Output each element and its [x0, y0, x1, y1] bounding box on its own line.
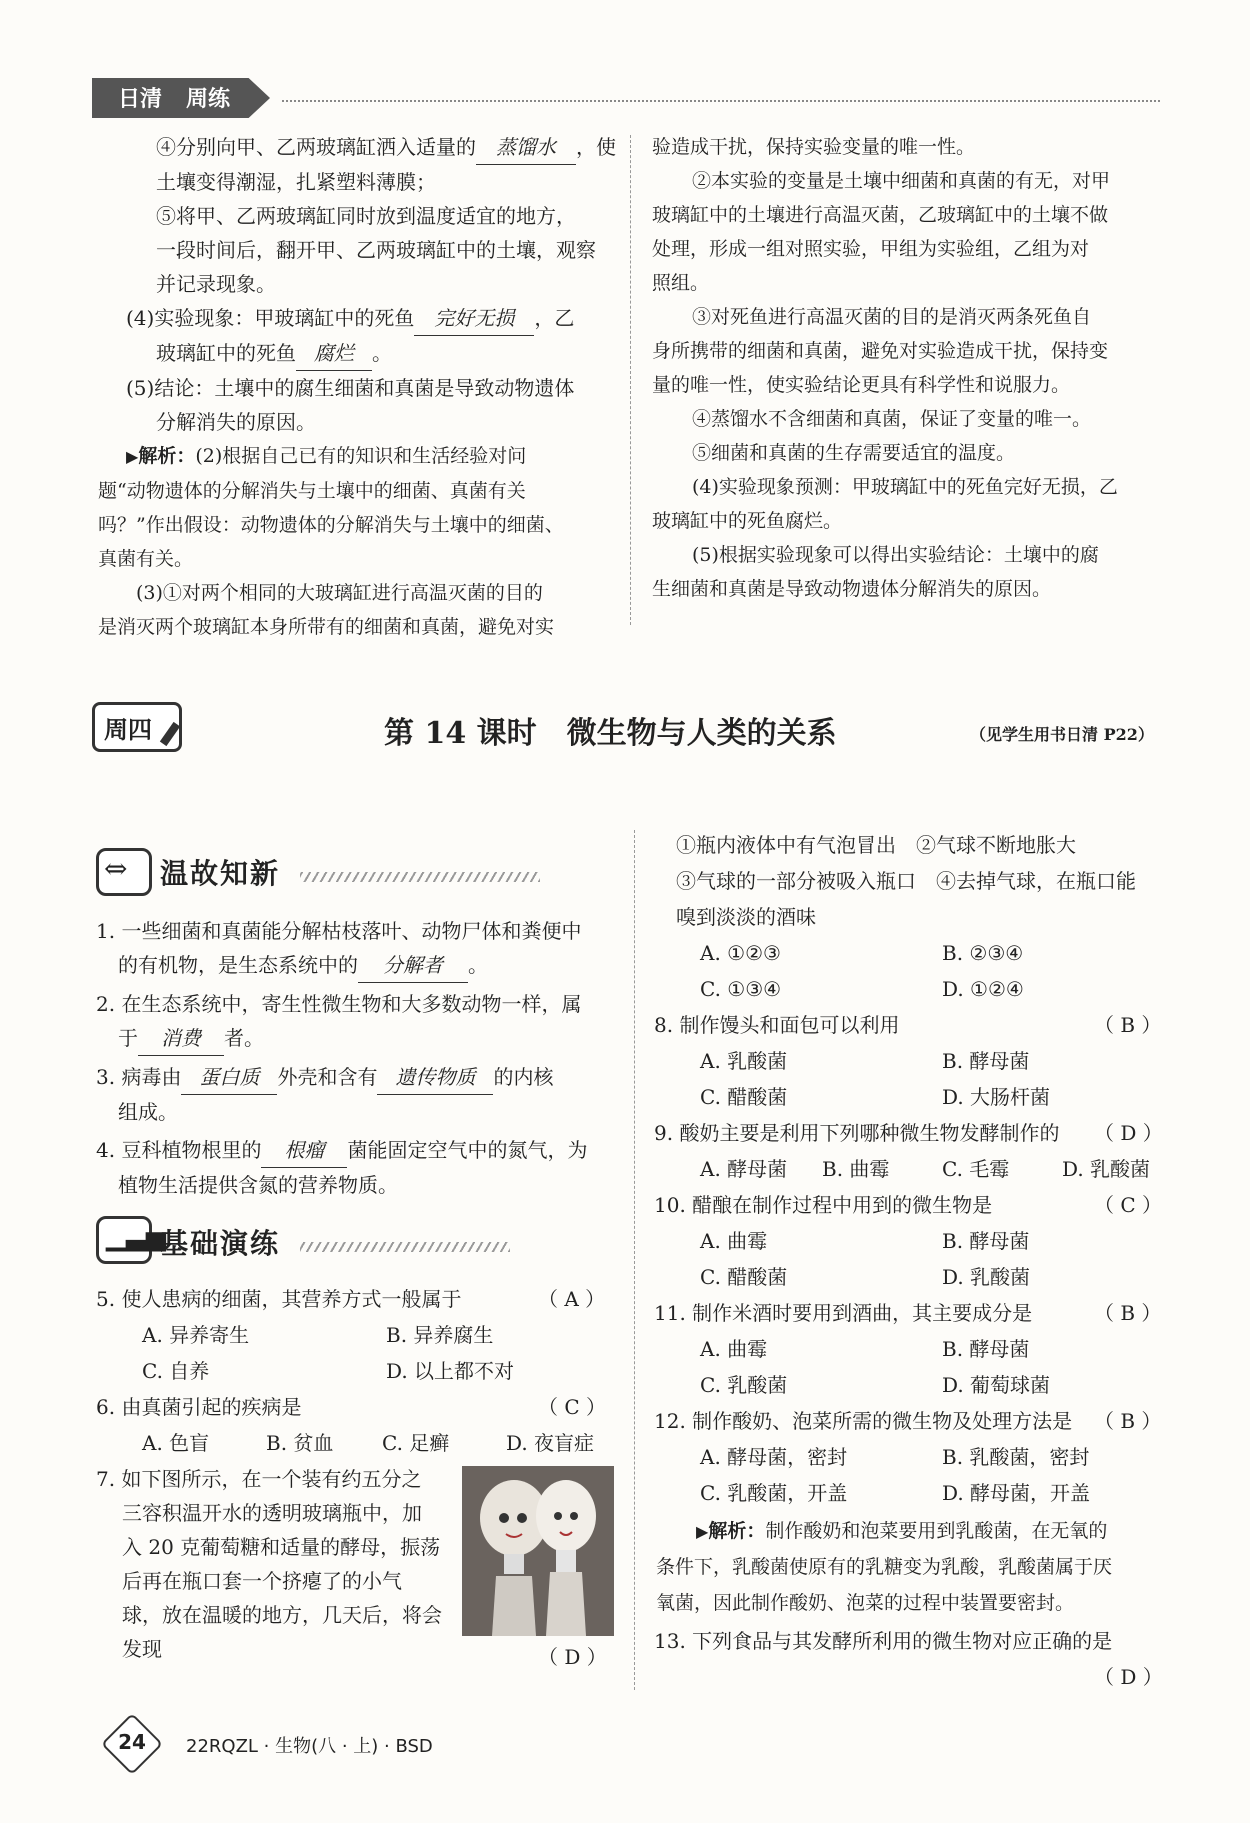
header-tag-2: 周练 [186, 87, 231, 112]
answer-fill: 蒸馏水 [476, 130, 576, 165]
question-13: 13. 下列食品与其发酵所利用的微生物对应正确的是 [654, 1629, 1113, 1653]
balloon-bottles-photo [462, 1466, 614, 1636]
text-line: (5)根据实验现象可以得出实验结论：土壤中的腐 [692, 544, 1099, 566]
option-a: A. 酵母菌，密封 [700, 1445, 848, 1469]
lesson-ref: （见学生用书日清 P22） [970, 725, 1154, 744]
option-a: A. 异养寄生 [142, 1323, 250, 1347]
text-line: 照组。 [652, 272, 710, 294]
text-line: 处理，形成一组对照实验，甲组为实验组，乙组为对 [652, 238, 1090, 260]
option-d: D. 乳酸菌 [1062, 1157, 1151, 1181]
review-questions [96, 914, 616, 1202]
option-a: A. ①②③ [700, 941, 781, 965]
text-line: 土壤变得潮湿，扎紧塑料薄膜； [156, 170, 436, 194]
option-a: A. 曲霉 [700, 1337, 768, 1361]
text-line: 玻璃缸中的土壤进行高温灭菌，乙玻璃缸中的土壤不做 [652, 204, 1109, 226]
text-line: 并记录现象。 [156, 272, 276, 296]
text-line: 玻璃缸中的死鱼 腐烂 。 [98, 336, 608, 371]
question-4: 4. 豆科植物根里的 根瘤 菌能固定空气中的氮气，为 [96, 1133, 616, 1168]
text-line: (3)①对两个相同的大玻璃缸进行高温灭菌的目的 [136, 582, 543, 604]
answer-bracket: （ C ） [1094, 1193, 1163, 1217]
explanation-line: ▶解析：制作酸奶和泡菜要用到乳酸菌，在无氧的 [696, 1520, 1108, 1542]
text-line: 植物生活提供含氮的营养物质。 [118, 1173, 398, 1197]
section-rule [300, 1242, 510, 1252]
answer-fill: 分解者 [358, 948, 468, 983]
question-2: 2. 在生态系统中，寄生性微生物和大多数动物一样，属 [96, 992, 582, 1016]
option-c: C. 醋酸菌 [700, 1265, 788, 1289]
answer-fill: 消费 [138, 1021, 224, 1056]
option-a: A. 曲霉 [700, 1229, 768, 1253]
option-d: D. 大肠杆菌 [942, 1085, 1051, 1109]
option-d: D. ①②④ [942, 977, 1024, 1001]
question-5: 5. 使人患病的细菌，其营养方式一般属于 [96, 1287, 462, 1311]
text-line: ④分别向甲、乙两玻璃缸洒入适量的 蒸馏水 ，使 [98, 130, 608, 165]
option-b: B. 曲霉 [822, 1157, 890, 1181]
option-c: C. 醋酸菌 [700, 1085, 788, 1109]
header-tag-1: 日清 [118, 87, 163, 112]
explanation-line: 条件下，乳酸菌使原有的乳糖变为乳酸，乳酸菌属于厌 [656, 1556, 1113, 1578]
option-c: C. ①③④ [700, 977, 782, 1001]
answer-fill: 遗传物质 [377, 1060, 493, 1095]
option-b: B. 乳酸菌，密封 [942, 1445, 1090, 1469]
question-12: 12. 制作酸奶、泡菜所需的微生物及处理方法是 [654, 1409, 1073, 1433]
option-b: B. 酵母菌 [942, 1337, 1030, 1361]
question-8: 8. 制作馒头和面包可以利用 [654, 1013, 900, 1037]
option-a: A. 色盲 [142, 1431, 210, 1455]
option-b: B. 酵母菌 [942, 1049, 1030, 1073]
explanation-line: 氧菌，因此制作酸奶、泡菜的过程中装置要密封。 [656, 1592, 1075, 1614]
footer-code: 22RQZL · 生物(八 · 上) · BSD [186, 1736, 433, 1757]
text-line: ②本实验的变量是土壤中细菌和真菌的有无，对甲 [692, 170, 1111, 192]
answer-bracket: （ D ） [538, 1645, 607, 1669]
text-line: 于 消费 者。 [96, 1021, 616, 1056]
text-line: 吗？”作出假设：动物遗体的分解消失与土壤中的细菌、 [98, 514, 564, 536]
option-d: D. 酵母菌，开盖 [942, 1481, 1091, 1505]
text-line: (4)实验现象预测：甲玻璃缸中的死鱼完好无损，乙 [692, 476, 1118, 498]
question-1: 1. 一些细菌和真菌能分解枯枝落叶、动物尸体和粪便中 [96, 919, 582, 943]
text-line: 量的唯一性，使实验结论更具有科学性和说服力。 [652, 374, 1071, 396]
answer-bracket: （ B ） [1094, 1013, 1162, 1037]
option-d: D. 夜盲症 [506, 1431, 595, 1455]
answer-bracket: （ B ） [1094, 1409, 1162, 1433]
option-a: A. 乳酸菌 [700, 1049, 788, 1073]
option-b: B. 酵母菌 [942, 1229, 1030, 1253]
top-right-column [652, 130, 1172, 606]
option-d: D. 以上都不对 [386, 1359, 515, 1383]
text-line: 题“动物遗体的分解消失与土壤中的细菌、真菌有关 [98, 480, 526, 502]
text-line: 玻璃缸中的死鱼腐烂。 [652, 510, 843, 532]
page-number: 24 [118, 1730, 146, 1754]
text-line: (5)结论：土壤中的腐生细菌和真菌是导致动物遗体 [126, 376, 575, 400]
section-title: 温故知新 [160, 857, 281, 890]
option-c: C. 自养 [142, 1359, 210, 1383]
answer-fill: 腐烂 [296, 336, 372, 371]
answer-bracket: （ A ） [538, 1287, 606, 1311]
option-b: B. 异养腐生 [386, 1323, 494, 1347]
section-rule [300, 872, 540, 882]
text-line: 的有机物，是生态系统中的 分解者 。 [96, 948, 616, 983]
top-left-column [98, 130, 616, 644]
column-divider-top [630, 135, 631, 625]
option-c: C. 乳酸菌 [700, 1373, 788, 1397]
option-c: C. 足癣 [382, 1431, 450, 1455]
option-a: A. 酵母菌 [700, 1157, 788, 1181]
option-c: C. 乳酸菌，开盖 [700, 1481, 848, 1505]
header-dotted-rule [282, 100, 1160, 102]
text-line: ⑤细菌和真菌的生存需要适宜的温度。 [692, 442, 1016, 464]
q7-statement-3: 嗅到淡淡的酒味 [676, 905, 816, 929]
question-6: 6. 由真菌引起的疾病是 [96, 1395, 302, 1419]
text-line: 验造成干扰，保持实验变量的唯一性。 [652, 136, 976, 158]
text-line: 身所携带的细菌和真菌，避免对实验造成干扰，保持变 [652, 340, 1109, 362]
text-line: 生细菌和真菌是导致动物遗体分解消失的原因。 [652, 578, 1052, 600]
text-line: (4)实验现象：甲玻璃缸中的死鱼 完好无损 ，乙 [98, 301, 608, 336]
q7-statement-1: ①瓶内液体中有气泡冒出 ②气球不断地胀大 [676, 833, 1076, 857]
option-c: C. 毛霉 [942, 1157, 1010, 1181]
question-10: 10. 醋酿在制作过程中用到的微生物是 [654, 1193, 993, 1217]
arrow-icon: ▶ [696, 1522, 709, 1541]
answer-bracket: （ D ） [1094, 1665, 1163, 1689]
bar-chart-icon: ▁▃▅ [106, 1222, 166, 1252]
section-title: 基础演练 [160, 1227, 281, 1260]
arrow-icon: ▶ [126, 447, 139, 466]
answer-bracket: （ D ） [1094, 1121, 1163, 1145]
option-b: B. ②③④ [942, 941, 1024, 965]
question-7: 7. 如下图所示，在一个装有约五分之 三容积温开水的透明玻璃瓶中，加 入 20 克葡萄糖和适量的酵母，振荡 后再在瓶口套一个挤瘪了的小气 球，放在温暖的地方，几天后，将会 发现 [96, 1467, 442, 1661]
lesson-title: 第 14 课时 微生物与人类的关系 [384, 716, 837, 751]
answer-bracket: （ B ） [1094, 1301, 1162, 1325]
question-11: 11. 制作米酒时要用到酒曲，其主要成分是 [654, 1301, 1033, 1325]
text-line: ▶解析：(2)根据自己已有的知识和生活经验对问 [126, 445, 527, 467]
answer-fill: 根瘤 [261, 1133, 347, 1168]
text-line: 真菌有关。 [98, 548, 194, 570]
text-line: ⑤将甲、乙两玻璃缸同时放到温度适宜的地方， [156, 204, 576, 228]
question-3: 3. 病毒由 蛋白质 外壳和含有 遗传物质 的内核 [96, 1060, 616, 1095]
text-line: 组成。 [118, 1100, 178, 1124]
answer-fill: 蛋白质 [181, 1060, 277, 1095]
text-line: 分解消失的原因。 [156, 410, 316, 434]
option-d: D. 葡萄球菌 [942, 1373, 1051, 1397]
option-d: D. 乳酸菌 [942, 1265, 1031, 1289]
question-9: 9. 酸奶主要是利用下列哪种微生物发酵制作的 [654, 1121, 1060, 1145]
text-line: ③对死鱼进行高温灭菌的目的是消灭两条死鱼自 [692, 306, 1092, 328]
text-line: ④蒸馏水不含细菌和真菌，保证了变量的唯一。 [692, 408, 1092, 430]
column-divider-bottom [634, 830, 635, 1690]
answer-bracket: （ C ） [538, 1395, 607, 1419]
swap-arrows-icon: ⇔ [104, 852, 128, 885]
text-line: 是消灭两个玻璃缸本身所带有的细菌和真菌，避免对实 [98, 616, 555, 638]
answer-fill: 完好无损 [414, 301, 534, 336]
day-badge-label: 周四 [104, 715, 152, 744]
text-line: 一段时间后，翻开甲、乙两玻璃缸中的土壤，观察 [156, 238, 596, 262]
option-b: B. 贫血 [266, 1431, 334, 1455]
q7-statement-2: ③气球的一部分被吸入瓶口 ④去掉气球，在瓶口能 [676, 869, 1136, 893]
